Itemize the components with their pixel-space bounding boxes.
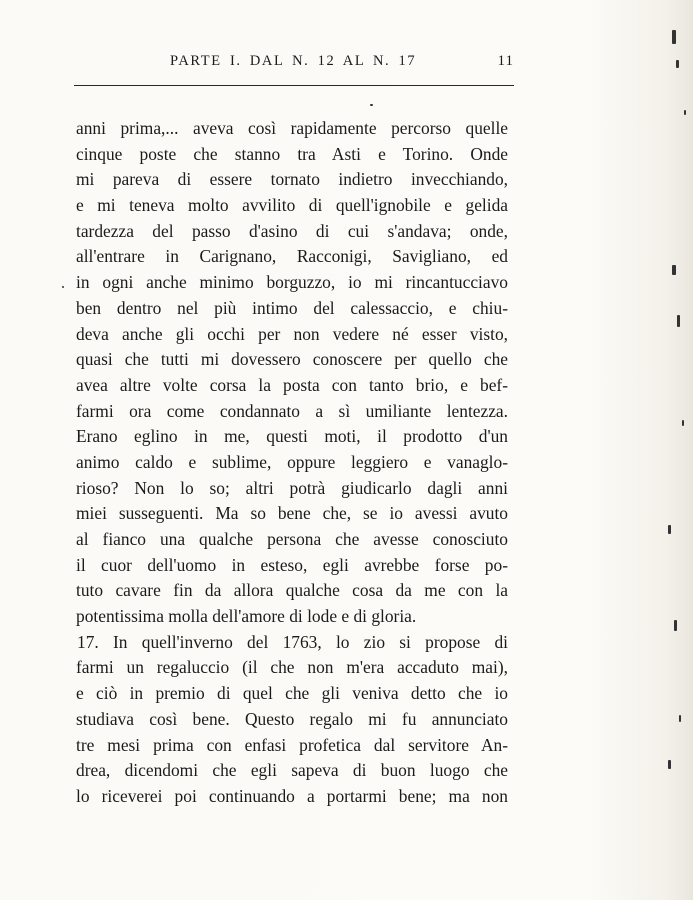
scan-speck <box>684 110 686 115</box>
text-line: al fianco una qualche persona che avesse conosciuto <box>76 529 508 549</box>
text-line: ben dentro nel più intimo del calessaccio, e chiu- <box>76 297 508 318</box>
text-line: lo riceverei poi continuando a portarmi bene; ma non <box>76 785 508 806</box>
scan-speck <box>672 30 676 44</box>
scan-speck <box>674 620 677 631</box>
header-rule <box>74 85 514 86</box>
text-line: in ogni anche minimo borguzzo, io mi rincantucciavo <box>76 272 508 293</box>
paragraph-start-line: 17. In quell'inverno del 1763, lo zio si propose di <box>77 631 508 652</box>
text-line: all'entrare in Carignano, Racconigi, Savigliano, ed <box>76 246 508 267</box>
text-line: quasi che tutti mi dovessero conoscere per quello che <box>76 349 508 370</box>
text-line: potentissima molla dell'amore di lode e di gloria. <box>76 606 417 627</box>
text-line: tardezza del passo d'asino di cui s'andava; onde, <box>76 220 508 241</box>
text-line: drea, dicendomi che egli sapeva di buon luogo che <box>76 760 508 781</box>
text-line: miei susseguenti. Ma so bene che, se io avessi avuto <box>76 503 508 524</box>
text-line: Erano eglino in me, questi moti, il prodotto d'un <box>76 426 508 447</box>
text-line: e ciò in premio di quel che gli veniva detto che io <box>76 683 508 704</box>
text-line: cinque poste che stanno tra Asti e Torino. Onde <box>76 143 508 164</box>
scan-speck <box>679 715 681 722</box>
text-line: farmi ora come condannato a sì umiliante lentezza. <box>76 400 508 421</box>
scan-speck <box>668 525 671 534</box>
scan-speck <box>676 60 679 68</box>
text-line: studiava così bene. Questo regalo mi fu annunciato <box>76 708 508 729</box>
text-line: tre mesi prima con enfasi profetica dal servitore An- <box>76 734 508 755</box>
body-text <box>76 116 508 810</box>
text-line: animo caldo e sublime, oppure leggiero e vanaglo- <box>76 451 508 472</box>
scan-speck <box>370 104 373 106</box>
text-line: tuto cavare fin da allora qualche cosa da me con la <box>76 580 508 601</box>
text-line: anni prima,... aveva così rapidamente percorso quelle <box>76 118 508 138</box>
scan-speck <box>668 760 671 769</box>
text-line: mi pareva di essere tornato indietro invecchiando, <box>76 169 508 190</box>
page-number: 11 <box>497 53 514 69</box>
text-line: deva anche gli occhi per non vedere né esser visto, <box>76 323 508 344</box>
scan-speck <box>682 420 684 426</box>
text-line: e mi teneva molto avvilito di quell'ignobile e gelida <box>76 195 508 216</box>
scan-speck <box>672 265 676 275</box>
running-head: PARTE I. DAL N. 12 AL N. 17 <box>170 53 417 69</box>
scan-speck <box>62 286 64 288</box>
text-line: farmi un regaluccio (il che non m'era accaduto mai), <box>76 657 508 678</box>
page-header <box>74 50 514 80</box>
text-line: avea altre volte corsa la posta con tanto brio, e bef- <box>76 374 508 395</box>
text-line: il cuor dell'uomo in esteso, egli avrebbe forse po- <box>76 554 508 575</box>
scan-speck <box>677 315 680 327</box>
text-line: rioso? Non lo so; altri potrà giudicarlo dagli anni <box>76 477 508 498</box>
